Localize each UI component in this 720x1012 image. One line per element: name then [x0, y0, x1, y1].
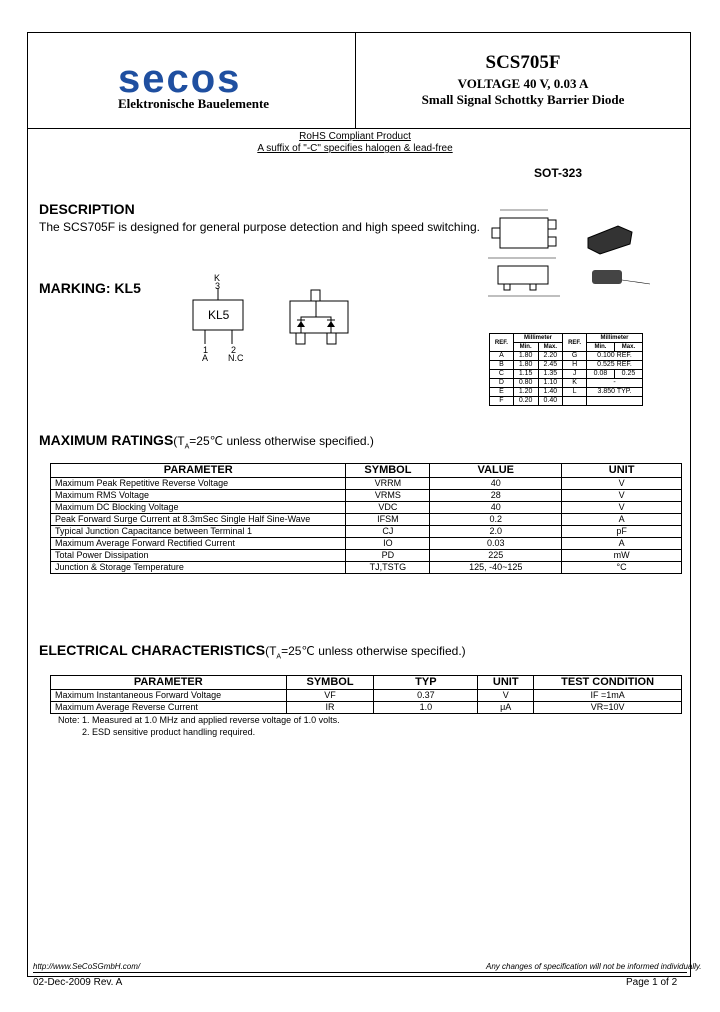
dim-ref-header: REF. — [490, 334, 514, 352]
elec-title: ELECTRICAL $CHARACTERISTICS(T_A=25℃$ unless otherwise specified.) — [39, 642, 466, 661]
part-number: SCS705F — [485, 52, 561, 73]
description-text: The SCS705F is designed for general purpose detection and high speed switching. — [39, 220, 480, 234]
pin-nc-label: N.C — [228, 353, 244, 363]
table-row: Maximum Peak Repetitive Reverse Voltage VRRM 40 V — [51, 478, 682, 490]
footer-url[interactable]: http://www.SeCoSGmbH.com/ — [33, 962, 141, 971]
diode-schematic-icon — [285, 285, 355, 355]
footer-rule — [33, 972, 687, 973]
secos-logo: secos — [118, 57, 242, 101]
note-1: Note: 1. Measured at 1.0 MHz and applied reverse voltage of 1.0 volts. — [58, 715, 340, 725]
marking-code: KL5 — [208, 308, 230, 322]
marking-title: MARKING: KL5 — [39, 280, 141, 296]
table-row: E 1.20 1.40 L 3.850 TYP. — [490, 388, 643, 397]
dim-max-2: Max. — [614, 343, 642, 352]
max-ratings-title: MAXIMUM $RATINGS(T_A=25℃$ unless otherwise specified.) — [39, 432, 374, 451]
table-row: Typical Junction Capacitance between Terminal 1 CJ 2.0 pF — [51, 526, 682, 538]
package-name: SOT-323 — [534, 166, 583, 180]
pin2-label: 2 — [231, 345, 237, 355]
dim-max: Max. — [538, 343, 563, 352]
table-row: A 1.80 2.20 G 0.100 REF. — [490, 352, 643, 361]
package-outline-drawing — [480, 200, 680, 305]
dimensions-table — [489, 333, 643, 406]
table-row: Junction & Storage Temperature TJ,TSTG 125, -40~125 °C — [51, 562, 682, 574]
table-row: D 0.80 1.10 K - — [490, 379, 643, 388]
table-row: F 0.20 0.40 — [490, 397, 643, 406]
halogen-line: A suffix of "-C" specifies halogen & lead-free — [257, 143, 453, 154]
table-row: Total Power Dissipation PD 225 mW — [51, 550, 682, 562]
table-row: C 1.15 1.35 J 0.08 0.25 — [490, 370, 643, 379]
note-2: 2. ESD sensitive product handling required. — [82, 727, 256, 737]
pin3-label: 3 — [215, 281, 221, 291]
footer-date: 02-Dec-2009 Rev. A — [33, 977, 123, 988]
pin-a-label: A — [202, 353, 209, 363]
elec-table: PARAMETER SYMBOL TYP UNIT TEST CONDITION Maximum Instantaneous Forward Voltage VF 0.37 V IF =1mA Maximum Average Reverse Current IR 1.0 μA VR=10V — [50, 675, 682, 714]
part-description: Small Signal Schottky Barrier Diode — [421, 92, 625, 107]
table-row: Peak Forward Surge Current at 8.3mSec Single Half Sine-Wave IFSM 0.2 A — [51, 514, 682, 526]
dim-min-2: Min. — [587, 343, 615, 352]
company-name: Elektronische Bauelemente — [118, 96, 270, 111]
table-row: Maximum Average Reverse Current IR 1.0 μA VR=10V — [51, 702, 682, 714]
description-title: DESCRIPTION — [39, 201, 135, 217]
table-row: Maximum Average Forward Rectified Current IO 0.03 A — [51, 538, 682, 550]
max-ratings-table: PARAMETER SYMBOL VALUE UNIT Maximum Peak Repetitive Reverse Voltage VRRM 40 V Maximum RMS Voltage VRMS 28 V Maximum DC Blocking Voltage VDC 40 V Peak Forward Surge Current at 8.3mSec Single Half Sine-Wave IFSM 0.2 A Typical Junction Capacitance between Terminal 1 CJ 2.0 pF Maximum Average Forward Rectified Current IO 0.03 A Total Power Dissipation PD 225 mW Junction & Storage Temperature TJ,TSTG 125, -40~125 °C — [50, 463, 682, 574]
voltage-rating: VOLTAGE 40 V, 0.03 A — [457, 76, 589, 91]
dim-ref-header-2: REF. — [563, 334, 587, 352]
footer-notice: Any changes of specification will not be informed individually. — [486, 962, 702, 971]
dim-mm-header: Millimeter — [513, 334, 562, 343]
table-row: Maximum DC Blocking Voltage VDC 40 V — [51, 502, 682, 514]
dim-min: Min. — [513, 343, 538, 352]
table-row: B 1.80 2.45 H 0.525 REF. — [490, 361, 643, 370]
header-rule — [28, 128, 690, 129]
footer-page: Page 1 of 2 — [626, 977, 678, 988]
dim-mm-header-2: Millimeter — [587, 334, 643, 343]
pin1-label: 1 — [203, 345, 209, 355]
table-row: Maximum RMS Voltage VRMS 28 V — [51, 490, 682, 502]
pin-k-label: K — [214, 273, 221, 283]
rohs-line: RoHS Compliant Product — [299, 131, 411, 142]
table-row: Maximum Instantaneous Forward Voltage VF 0.37 V IF =1mA — [51, 690, 682, 702]
